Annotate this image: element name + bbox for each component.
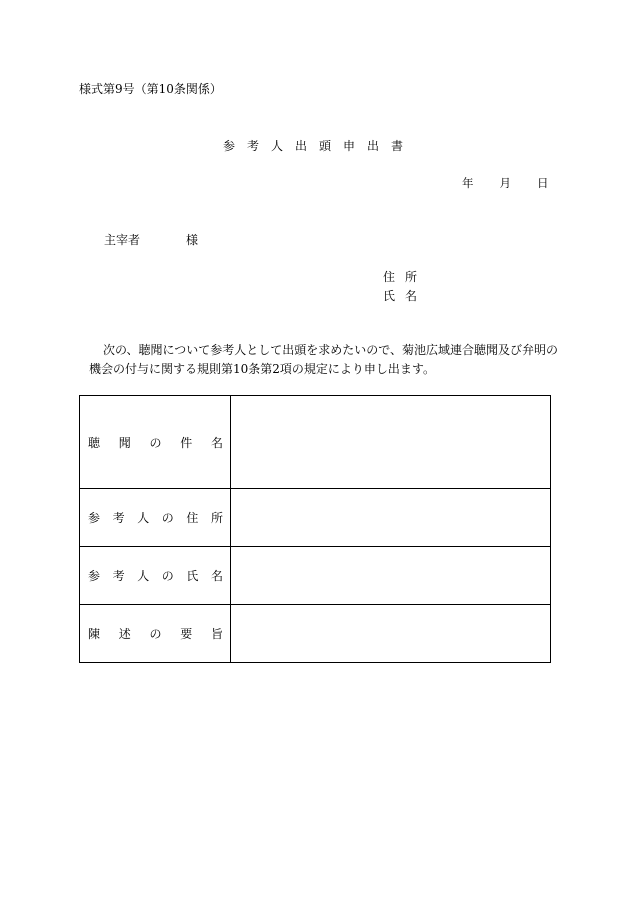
addressee-prefix: 主宰者 — [104, 233, 141, 247]
row-label-char: 参 — [88, 569, 101, 583]
row-label — [80, 625, 230, 642]
applicant-address-label: 住所 — [383, 270, 428, 284]
row-label-char: 名 — [210, 569, 223, 583]
form-number: 様式第9号（第10条関係） — [79, 82, 222, 96]
body-paragraph — [89, 341, 559, 379]
row-label-char: の — [161, 511, 174, 525]
body-line-1: 次の、聴聞について参考人として出頭を求めたいので、菊池広域連合聴聞及び弁明の — [103, 343, 559, 357]
row-label-char: 要 — [180, 627, 193, 641]
table-label-cell — [80, 605, 231, 663]
row-label-char: 聴 — [88, 435, 101, 450]
row-label-char: 所 — [210, 511, 223, 525]
row-label-char: 考 — [112, 511, 125, 525]
row-label-char: 参 — [88, 511, 101, 525]
row-label-char: の — [161, 569, 174, 583]
table-row — [80, 396, 551, 489]
row-label — [80, 434, 230, 451]
document-title: 参考人出頭申出書 — [222, 139, 415, 153]
row-label-char: 住 — [186, 511, 199, 525]
row-label-char: 人 — [137, 569, 150, 583]
row-label-char: 旨 — [210, 627, 223, 641]
table-row — [80, 489, 551, 547]
witness-address-field[interactable] — [231, 489, 551, 547]
witness-name-field[interactable] — [231, 547, 551, 605]
hearing-case-name-field[interactable] — [231, 396, 551, 489]
row-label-char: 名 — [210, 435, 223, 450]
row-label-char: 件 — [180, 435, 193, 450]
row-label-char: の — [149, 435, 162, 450]
table-label-cell — [80, 396, 231, 489]
table-label-cell — [80, 489, 231, 547]
addressee-suffix: 様 — [186, 233, 199, 247]
row-label-char: 述 — [118, 627, 131, 641]
table-row — [80, 605, 551, 663]
addressee-line — [104, 231, 198, 248]
date-month-label: 月 — [499, 176, 511, 190]
row-label-char: 陳 — [88, 627, 101, 641]
table-label-cell — [80, 547, 231, 605]
date-day-label: 日 — [537, 176, 549, 190]
application-table — [79, 395, 551, 663]
row-label-char: 氏 — [186, 569, 199, 583]
row-label-char: 聞 — [118, 435, 131, 450]
row-label — [80, 567, 230, 584]
date-line — [440, 175, 549, 191]
row-label-char: の — [149, 627, 162, 641]
date-year-label: 年 — [462, 176, 474, 190]
row-label-char: 考 — [112, 569, 125, 583]
applicant-name-label: 氏名 — [383, 289, 428, 303]
body-line-2: 機会の付与に関する規則第10条第2項の規定により申し出ます。 — [89, 362, 435, 376]
table-row — [80, 547, 551, 605]
row-label-char: 人 — [137, 511, 150, 525]
statement-summary-field[interactable] — [231, 605, 551, 663]
row-label — [80, 509, 230, 526]
